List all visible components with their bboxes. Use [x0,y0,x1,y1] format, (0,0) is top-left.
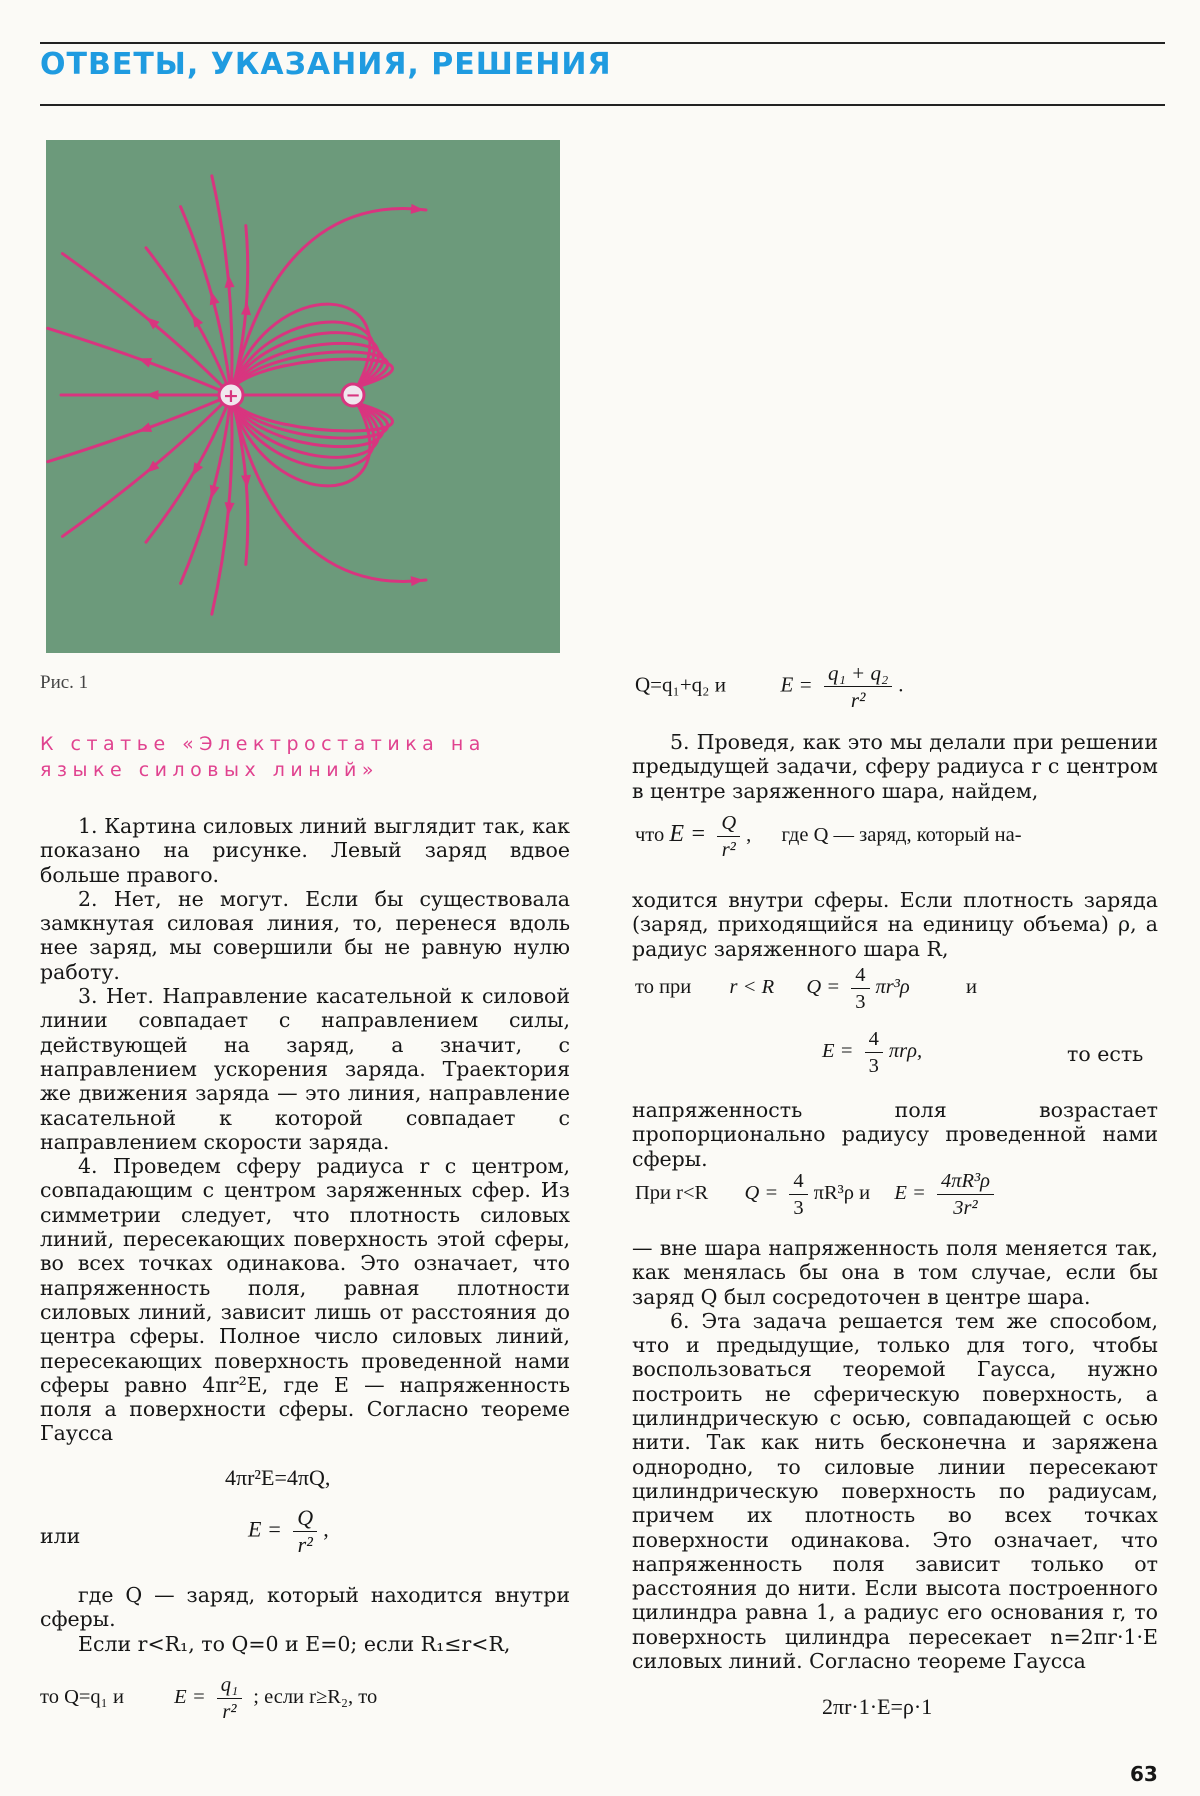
inside-den: 3 [855,991,866,1013]
inside-field-tail: πrρ, [888,1040,923,1063]
top-eq-num: q₁ + q₂ [824,660,892,687]
page-number: 63 [1130,1762,1158,1786]
answer-5-chto: что [635,824,665,847]
that-is: то есть [1067,1042,1144,1066]
answer-5-eq-lhs: E = [669,821,707,848]
answer-5 [632,730,1158,803]
minus-sign: − [345,385,361,406]
field-ray-arrow-0 [146,390,159,400]
field-ray-arrow-5 [223,274,234,288]
section-title: ОТВЕТЫ, УКАЗАНИЯ, РЕШЕНИЯ [40,47,612,82]
eq2-den: r² [297,1532,313,1557]
field-lines-figure [46,140,560,653]
answer-3: 3. Нет. Направление касательной к силовой линии совпадает с направлением силы, действующей на заряд, а значит, с направлением ускорения заряда. Траектория же движения заряда — это линия, направление касательной к которой совпадает с направлением скорости заряда. [40,984,570,1154]
inside-e: и [965,976,977,999]
outside-equation [635,1168,1000,1221]
inside-field-fraction [865,1026,883,1079]
header-bottom-rule [40,104,1165,106]
outside-fraction-2 [937,1168,994,1221]
gauss-equation: 4πr²E=4πQ, [225,1465,331,1490]
outside-den: 3 [793,1197,804,1219]
field-lines-diagram [46,140,560,653]
eq2-num: Q [293,1505,317,1532]
article-reference: К статье «Электростатика на языке силовых линий» [40,733,486,781]
cases-lhs: E = [174,1686,206,1709]
eq2-lhs: E = [248,1516,282,1542]
field-ray-arrow-6 [241,301,252,315]
inside-a: то при [635,976,692,999]
answer-5-tail: где Q — заряд, который на- [781,824,1022,847]
answer-4-end [40,1583,570,1656]
field-ray-arrow-12 [241,475,252,489]
field-ray-arrow-10 [206,485,219,500]
field-equation: E = $\frac{Q}{\text{r²}}$ , [248,1505,329,1557]
field-outer-bottom-arrow [411,575,425,586]
cases-num: q₁ [217,1672,242,1699]
answer-4: 4. Проведем сферу радиуса r с центром, совпадающим с центром заряженных сфер. Из симметрии следует, что плотность силовых линий, пересекающих поверхность этой сферы, во всех точках одинакова. Это означает, что напряженность поля, равная плотности силовых линий, зависит лишь от расстояния до центра сферы. Полное число силовых линий, пересекающих поверхность проведенной нами сферы равно 4πr²E, где E — напряженность поля а поверхности сферы. Согласно теореме Гаусса [40,1154,570,1446]
answer-5-end [632,1236,1158,1673]
inside-field-num: 4 [865,1026,883,1053]
answer-5-prop-text: напряженность поля возрастает пропорционально радиусу проведенной нами сферы. [632,1098,1158,1171]
answer-5-equation: что E = $\frac{Q}{\text{r²}}$ , где Q — заряд, который на- [635,812,1022,861]
answer-4-cases: Если r<R₁, то Q=0 и E=0; если R₁≤r<R, [78,1631,511,1656]
field-ray-arrow-4 [206,290,219,305]
top-eq-den: r² [850,688,866,712]
answer-1: 1. Картина силовых линий выглядит так, как показано на рисунке. Левый заряд вдвое больше правого. [40,814,570,887]
plus-sign: + [223,385,239,407]
inside-equation [635,962,977,1015]
top-equation: Q=q₁+q₂ и E = $\frac{\text{q₁ + q₂}}{\text{r²}}$ . [635,661,904,712]
left-column [40,814,570,1446]
cases-equation [40,1672,377,1725]
header-top-rule [40,42,1165,44]
answer-5-end-text: — вне шара напряженность поля меняется так, как менялась бы она в том случае, если бы заряд Q был сосредоточен в центре шара. [632,1236,1158,1309]
cases-den: r² [222,1701,237,1723]
outside-b: Q = [744,1182,779,1205]
field-ray-arrow-7 [137,423,153,437]
answer-5-num: Q [717,810,740,837]
outside-c: πR³ρ и [813,1182,871,1205]
answer-5-prop [632,1098,1158,1171]
answer-5-cont [632,888,1158,961]
outside-num: 4 [789,1168,807,1195]
answer-6: 6. Эта задача решается тем же способом, что и предыдущие, только для того, чтобы воспользоваться теоремой Гаусса, нужно построить не сферическую поверхность, а цилиндрическую с осью, совпадающей с осью нити. Так как нить бесконечна и заряжена однородно, то силовые линии пересекают цилиндрическую поверхность по радиусам, причем их плотность во всех точках поверхности одинакова. Это означает, что напряженность поля зависит только от расстояния до нити. Если высота построенного цилиндра равна 1, а радиус его основания r, то поверхность цилиндра пересекает n=2πr·1·E силовых линий. Согласно теореме Гаусса [632,1308,1158,1674]
answer-2: 2. Нет, не могут. Если бы существовала замкнутая силовая линия, то, перенеся вдоль нее заряд, мы совершили бы не равную нулю работу. [40,886,570,984]
outside-d: E = [894,1182,926,1205]
outside-a: При r<R [635,1182,709,1205]
cases-to: то Q=q₁ и [40,1686,124,1709]
inside-field-den: 3 [868,1055,879,1077]
inside-d: πr³ρ [875,976,910,999]
cases-fraction [217,1672,242,1725]
eq2-fraction [293,1505,317,1558]
or-word: или [40,1524,81,1548]
field-ray-arrow-11 [223,502,234,516]
inside-field-equation [822,1026,922,1079]
field-ray-7 [48,395,231,462]
inside-fraction [851,962,869,1015]
outside-fraction [789,1168,807,1221]
cylinder-equation: 2πr·1·E=ρ·1 [822,1694,933,1719]
top-eq-a: Q=q₁+q₂ и [635,672,726,697]
field-outer-top-arrow [411,204,425,215]
outside-den-2: 3r² [953,1197,978,1219]
cases-tail: ; если r≥R₂, то [253,1686,378,1709]
field-ray-arrow-1 [137,354,153,368]
answer-5-text: 5. Проведя, как это мы делали при решении предыдущей задачи, сферу радиуса r с центром в центре заряженного шара, найдем, [632,730,1158,803]
top-eq-fraction [824,660,892,713]
outside-num-2: 4πR³ρ [937,1168,994,1195]
top-eq-lhs: E = [780,672,813,697]
inside-num: 4 [851,962,869,989]
inside-field-lhs: E = [822,1040,854,1063]
answer-5-cont-text: ходится внутри сферы. Если плотность заряда (заряд, приходящийся на единицу объема) ρ, а радиус заряженного шара R, [632,888,1158,961]
inside-c: Q = [806,976,841,999]
figure-caption: Рис. 1 [40,672,89,693]
answer-5-fraction [717,810,740,863]
answer-4-charge-note: где Q — заряд, который находится внутри сферы. [40,1583,570,1632]
answer-5-den: r² [721,839,736,861]
inside-b: r < R [729,976,775,999]
field-ray-1 [48,328,231,395]
